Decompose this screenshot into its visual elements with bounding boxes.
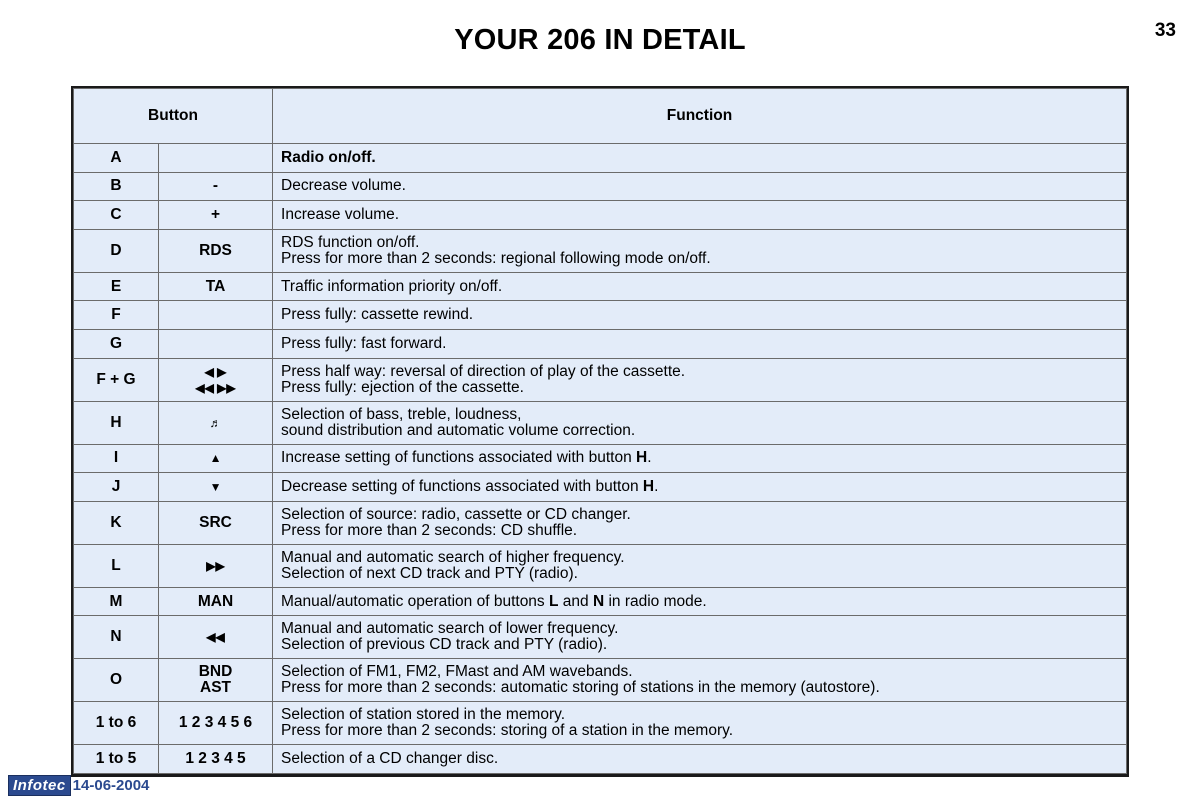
function-description: Traffic information priority on/off.: [273, 272, 1127, 301]
table-row: [74, 172, 1127, 201]
function-description: Selection of source: radio, cassette or CD changer. Press for more than 2 seconds: CD shuffle.: [273, 501, 1127, 544]
button-id: G: [74, 329, 159, 358]
button-id: D: [74, 229, 159, 272]
fast-forward-icon: ▶▶: [159, 544, 273, 587]
button-id: 1 to 6: [74, 702, 159, 745]
function-description: Press fully: cassette rewind.: [273, 301, 1127, 330]
button-label: MAN: [159, 587, 273, 616]
table-row: [74, 473, 1127, 502]
button-id: B: [74, 172, 159, 201]
button-label: [159, 301, 273, 330]
table-row: [74, 329, 1127, 358]
table-row: [74, 272, 1127, 301]
button-id: C: [74, 201, 159, 230]
table-row: [74, 144, 1127, 173]
button-id: E: [74, 272, 159, 301]
function-description: Selection of station stored in the memory. Press for more than 2 seconds: storing of a station in the memory.: [273, 702, 1127, 745]
function-description: Selection of a CD changer disc.: [273, 745, 1127, 774]
function-description: Decrease setting of functions associated with button H.: [273, 473, 1127, 502]
function-description: Decrease volume.: [273, 172, 1127, 201]
button-id: M: [74, 587, 159, 616]
button-id: F: [74, 301, 159, 330]
footer-date: 14-06-2004: [72, 776, 150, 794]
page-number: 33: [1154, 20, 1176, 41]
table-row: [74, 616, 1127, 659]
button-id: I: [74, 444, 159, 473]
table-row: [74, 659, 1127, 702]
button-label: RDS: [159, 229, 273, 272]
button-id: N: [74, 616, 159, 659]
button-id: J: [74, 473, 159, 502]
button-id: K: [74, 501, 159, 544]
function-description: RDS function on/off. Press for more than 2 seconds: regional following mode on/off.: [273, 229, 1127, 272]
table-row: [74, 358, 1127, 401]
button-id: 1 to 5: [74, 745, 159, 774]
music-note-icon: ♬: [159, 401, 273, 444]
button-label: 1 2 3 4 5 6: [159, 702, 273, 745]
table-row: [74, 501, 1127, 544]
function-description: Manual and automatic search of lower frequency. Selection of previous CD track and PTY (radio).: [273, 616, 1127, 659]
button-label: BND AST: [159, 659, 273, 702]
button-id: F + G: [74, 358, 159, 401]
cassette-arrows-icon: ◀ ▶ ◀◀ ▶▶: [159, 358, 273, 401]
button-label: [159, 329, 273, 358]
button-label: -: [159, 172, 273, 201]
function-description: Manual and automatic search of higher frequency. Selection of next CD track and PTY (radio).: [273, 544, 1127, 587]
function-description: Press fully: fast forward.: [273, 329, 1127, 358]
button-label: [159, 144, 273, 173]
function-description: Selection of bass, treble, loudness, sound distribution and automatic volume correction.: [273, 401, 1127, 444]
button-id: H: [74, 401, 159, 444]
table-row: [74, 444, 1127, 473]
button-function-table: [71, 86, 1129, 777]
button-label: TA: [159, 272, 273, 301]
table-row: [74, 587, 1127, 616]
table-row: [74, 702, 1127, 745]
function-description: Selection of FM1, FM2, FMast and AM wavebands. Press for more than 2 seconds: automatic storing of stations in the memory (autostore).: [273, 659, 1127, 702]
arrow-down-icon: ▼: [159, 473, 273, 502]
function-description: Press half way: reversal of direction of play of the cassette. Press fully: ejection of the cassette.: [273, 358, 1127, 401]
rewind-icon: ◀◀: [159, 616, 273, 659]
function-description: Increase volume.: [273, 201, 1127, 230]
footer: [8, 774, 149, 796]
button-label: 1 2 3 4 5: [159, 745, 273, 774]
table-row: [74, 229, 1127, 272]
button-label: SRC: [159, 501, 273, 544]
button-id: O: [74, 659, 159, 702]
page-title: YOUR 206 IN DETAIL: [454, 24, 746, 56]
table-row: [74, 544, 1127, 587]
button-label: +: [159, 201, 273, 230]
function-description: Increase setting of functions associated with button H.: [273, 444, 1127, 473]
infotec-logo: Infotec: [8, 775, 71, 796]
table-row: [74, 745, 1127, 774]
button-id: A: [74, 144, 159, 173]
button-id: L: [74, 544, 159, 587]
function-description: Manual/automatic operation of buttons L and N in radio mode.: [273, 587, 1127, 616]
table-row: [74, 401, 1127, 444]
table-body: [74, 144, 1127, 774]
table-row: [74, 201, 1127, 230]
table-row: [74, 301, 1127, 330]
header-function: Function: [273, 89, 1127, 144]
arrow-up-icon: ▲: [159, 444, 273, 473]
header-button: Button: [74, 89, 273, 144]
function-description: Radio on/off.: [273, 144, 1127, 173]
